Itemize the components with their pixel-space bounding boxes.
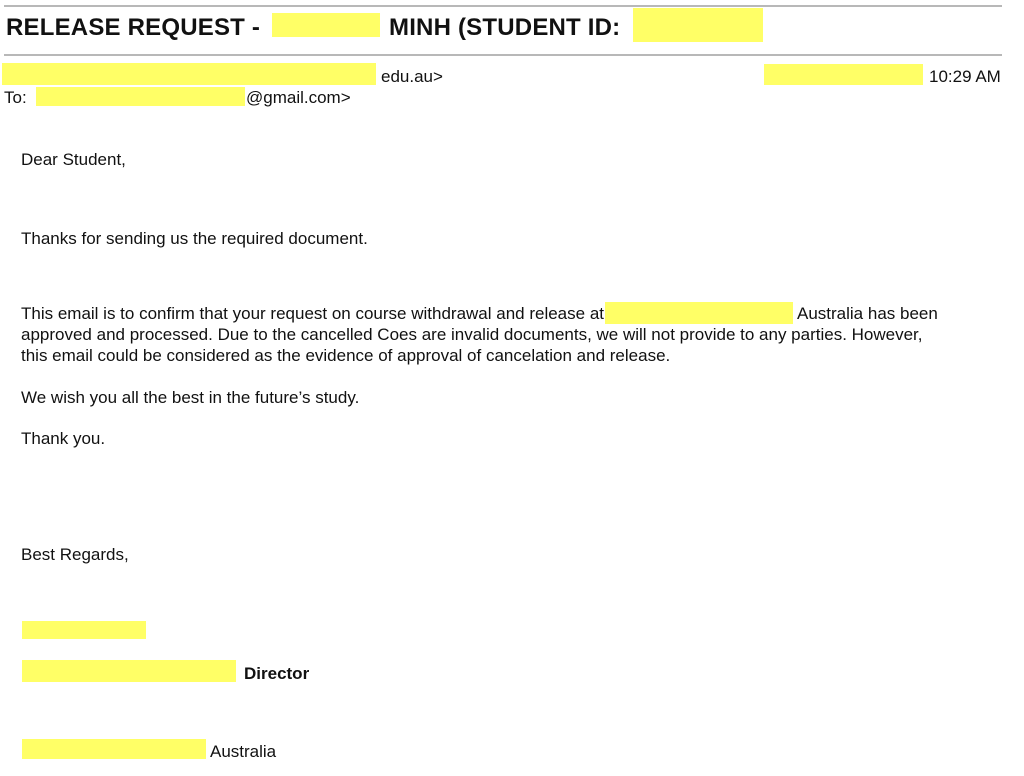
email-subject-middle: MINH (STUDENT ID: — [389, 14, 621, 41]
redaction-name — [272, 13, 380, 37]
to-label: To: — [4, 88, 27, 107]
confirmation-line-1-start: This email is to confirm that your request on course withdrawal and release at — [21, 304, 604, 323]
confirmation-line-1-end: Australia has been — [797, 304, 938, 323]
top-rule — [4, 5, 1002, 7]
confirmation-line-3: this email could be considered as the evidence of approval of cancelation and release. — [21, 346, 671, 365]
redaction-recipient — [36, 87, 245, 106]
confirmation-line-2: approved and processed. Due to the cancelled Coes are invalid documents, we will not provide to any parties. However, — [21, 325, 923, 344]
redaction-institution — [605, 302, 793, 324]
sender-domain: edu.au> — [381, 67, 443, 86]
confirmation-paragraph — [21, 302, 1011, 366]
redaction-sender — [2, 63, 376, 85]
confirmation-line-1 — [21, 302, 1011, 324]
regards-line: Best Regards, — [21, 545, 129, 564]
redaction-student-id — [633, 8, 763, 42]
redaction-signer-department — [22, 660, 236, 682]
thank-you-line: Thank you. — [21, 429, 106, 448]
email-subject-prefix: RELEASE REQUEST - — [6, 14, 261, 41]
redaction-date — [764, 64, 923, 85]
wish-line: We wish you all the best in the future’s study. — [21, 388, 360, 407]
recipient-domain: @gmail.com> — [246, 88, 351, 107]
redaction-signer-institution — [22, 739, 206, 759]
email-time: 10:29 AM — [929, 67, 1001, 86]
subject-rule — [4, 54, 1002, 56]
signer-title: Director — [244, 664, 310, 683]
thanks-line: Thanks for sending us the required document. — [21, 229, 368, 248]
signer-country: Australia — [210, 742, 277, 761]
greeting: Dear Student, — [21, 150, 126, 169]
redaction-signer-name — [22, 621, 146, 639]
